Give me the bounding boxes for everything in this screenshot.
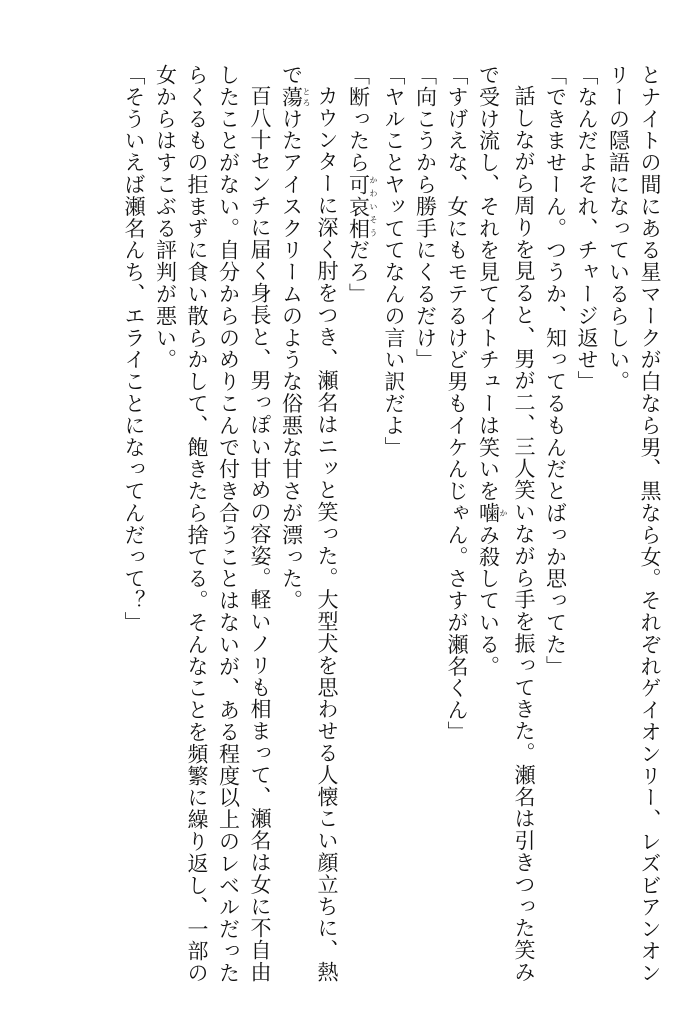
text-line: 「断ったら可哀相かわいそうだろ」 <box>346 64 378 305</box>
text-line: らくるもの拒まずに食い散らかして、飽きたら捨てる。そんなことを頻繁に繰り返し、一部の <box>185 64 209 984</box>
ruby-annotation: 噛か <box>476 502 508 524</box>
text-line: 「できませーん。つうか、知ってるもんだとばっか思ってた」 <box>543 64 568 678</box>
ruby-annotation: 蕩とろ <box>279 85 311 108</box>
text-line: カウンターに深く肘をつき、瀬名はニッと笑った。大型犬を思わせる人懐こい顔立ちに、熱 <box>315 85 339 983</box>
text-line: 「すげえな、女にもモテるけど男もイケんじゃん。さすが瀬名くん」 <box>445 64 469 743</box>
text-line: 「ヤルことヤッててなんの言い訳だよ」 <box>382 64 406 459</box>
text-line: 女からはすこぶる評判が悪い。 <box>153 64 178 371</box>
novel-page <box>40 64 665 984</box>
text-line: 「なんだよそれ、チャージ返せ」 <box>575 64 599 393</box>
text-line: したことがない。自分からのめりこんで付き合うことはないが、ある程度以上のレベルだった <box>216 64 241 984</box>
text-line: 「向こうから勝手にくるだけ」 <box>413 64 438 371</box>
text-line: とナイトの間にある星マークが白なら男、黒なら女。それぞれゲイオンリー、レズビアンオン <box>638 64 662 984</box>
text-line: 百八十センチに届く身長と、男っぽい甘めの容姿。軽いノリも相まって、瀬名は女に不自由 <box>248 85 272 983</box>
text-line: リーの隠語になっているらしい。 <box>606 64 631 393</box>
text-line: で受け流し、それを見てイトチューは笑いを噛かみ殺している。 <box>476 64 508 678</box>
ruby-annotation: 可哀相かわいそう <box>346 173 378 240</box>
text-line: で蕩とろけたアイスクリームのような俗悪な甘さが漂った。 <box>279 64 311 612</box>
text-line: 話しながら周りを見ると、男が二、三人笑いながら手を振ってきた。瀬名は引きつった笑み <box>512 85 536 983</box>
text-line: 「そういえば瀬名んち、エライことになってんだって？」 <box>122 64 146 634</box>
